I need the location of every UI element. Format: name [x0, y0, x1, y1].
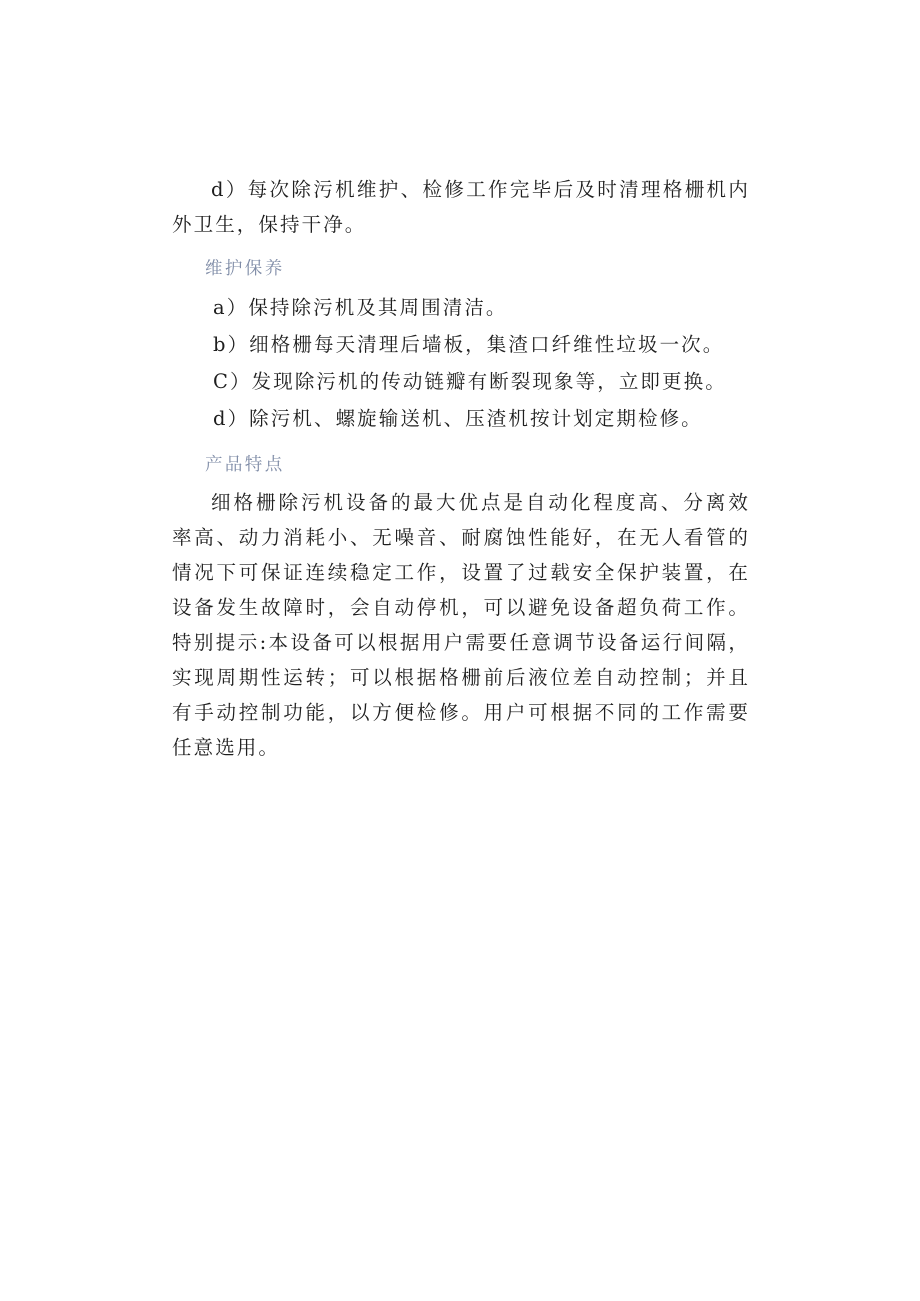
document-body	[172, 172, 750, 765]
maintenance-item-a: a）保持除污机及其周围清洁。	[213, 296, 508, 319]
features-paragraph: 细格栅除污机设备的最大优点是自动化程度高、分离效率高、动力消耗小、无噪音、耐腐蚀性能好，在无人看管的情况下可保证连续稳定工作，设置了过载安全保护装置，在设备发生故障时，会自动停机，可以避免设备超负荷工作。特别提示:本设备可以根据用户需要任意调节设备运行间隔，实现周期性运转；可以根据格栅前后液位差自动控制；并且有手动控制功能，以方便检修。用户可根据不同的工作需要任意选用。	[172, 491, 750, 759]
spacer	[172, 437, 750, 445]
maintenance-item-c: C）发现除污机的传动链瓣有断裂现象等，立即更换。	[213, 370, 727, 393]
maintenance-item-b: b）细格栅每天清理后墙板，集渣口纤维性垃圾一次。	[213, 333, 725, 356]
intro-paragraph: d）每次除污机维护、检修工作完毕后及时清理格栅机内外卫生，保持干净。	[172, 178, 750, 236]
maintenance-item-d: d）除污机、螺旋输送机、压渣机按计划定期检修。	[213, 407, 703, 430]
features-heading: 产品特点	[205, 455, 285, 475]
spacer	[172, 242, 750, 249]
maintenance-heading: 维护保养	[205, 259, 285, 279]
